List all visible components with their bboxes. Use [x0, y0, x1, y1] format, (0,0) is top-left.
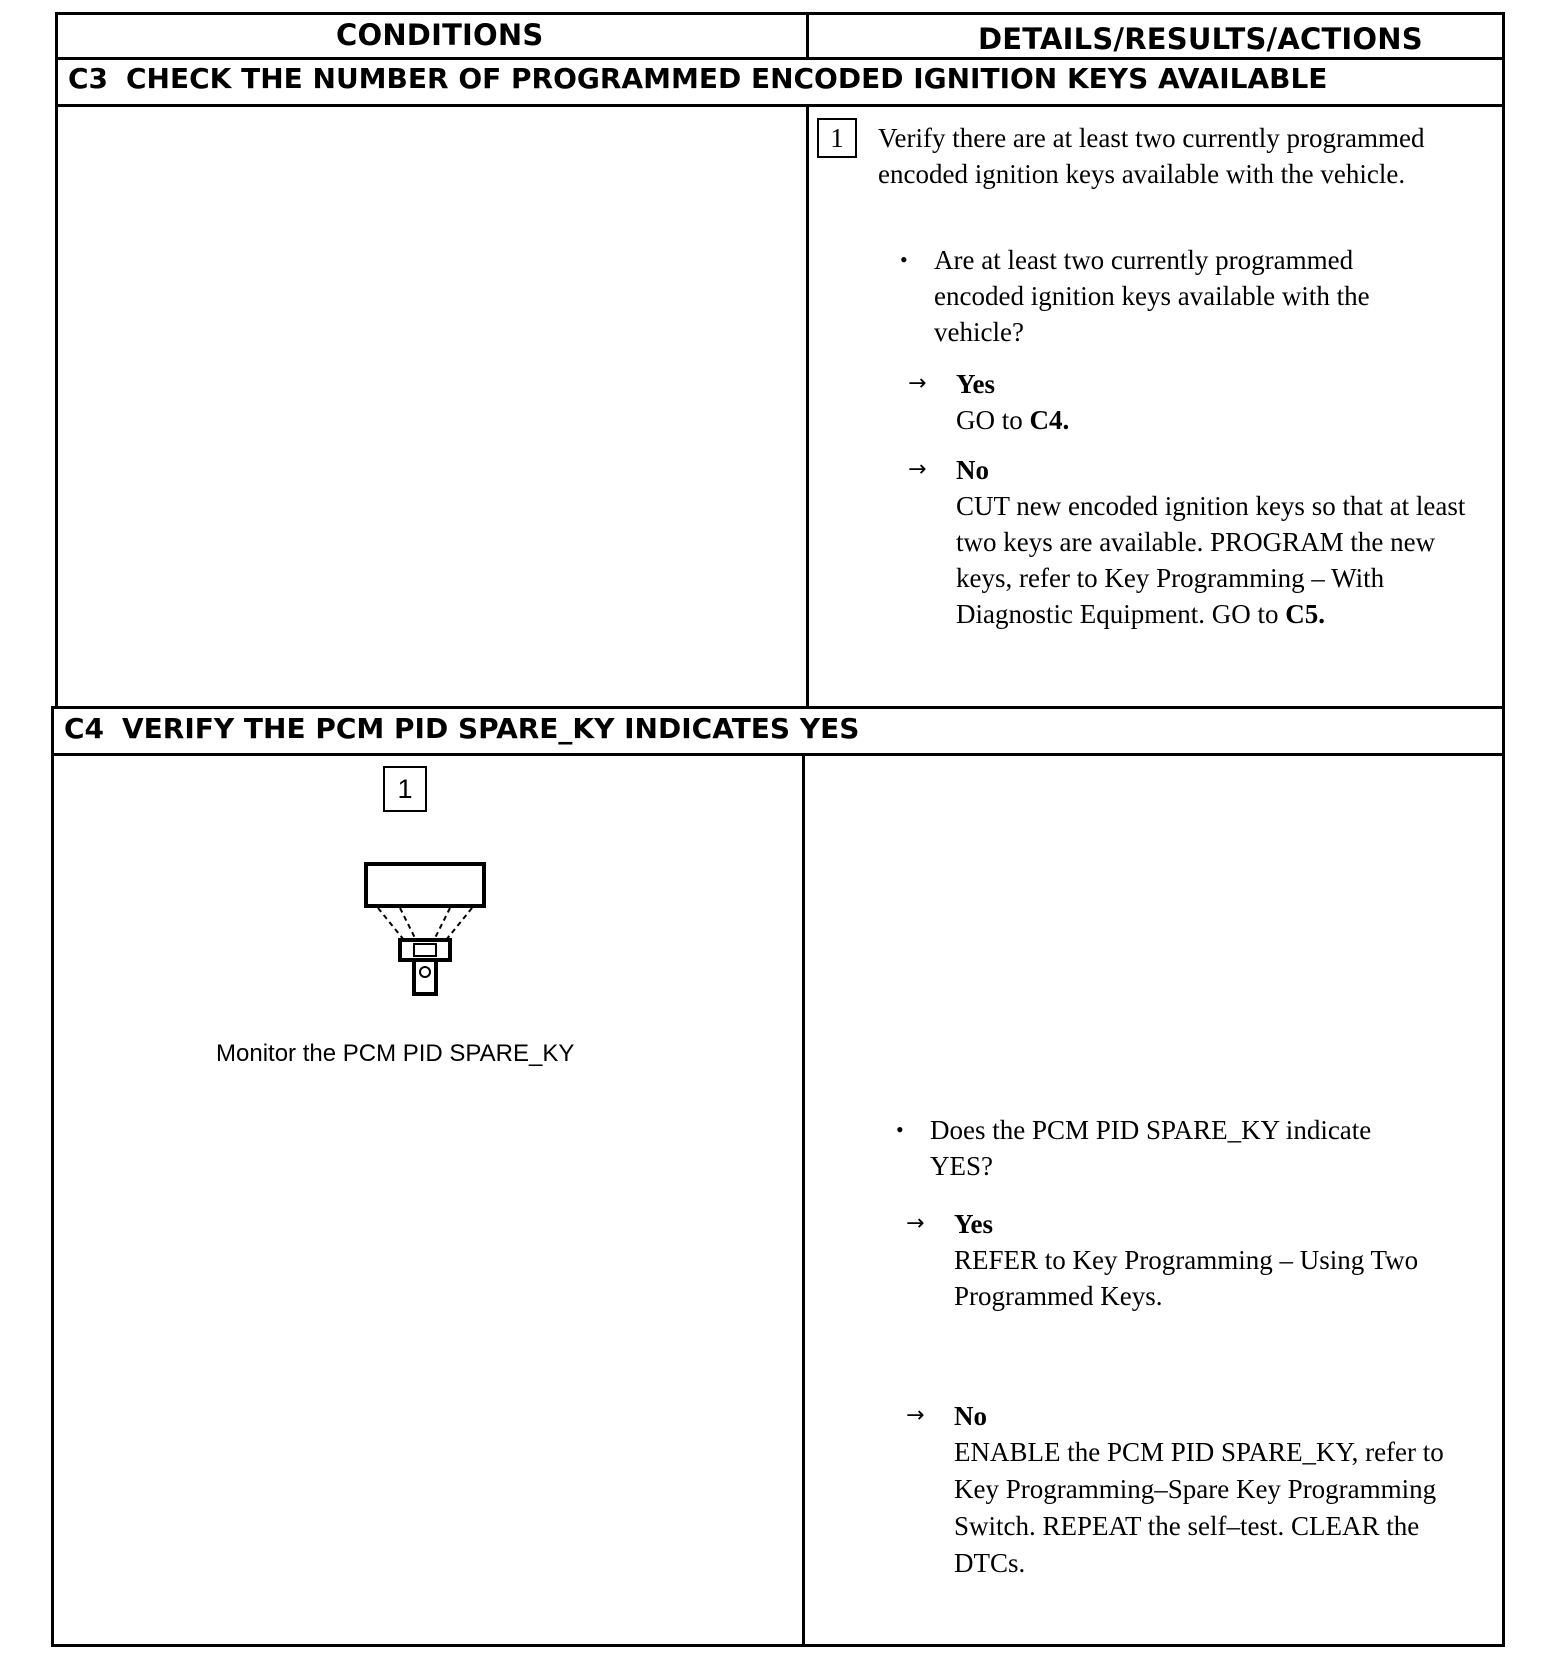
arrow-right-icon: → — [908, 371, 927, 396]
c3-no-target: C5. — [1285, 599, 1325, 629]
c3-yes-text-pre: GO to — [956, 405, 1030, 435]
c4-code: C4 — [64, 712, 105, 745]
table-top-border — [55, 12, 1505, 15]
c3-question-text: Are at least two currently programmed encoded ignition keys available with the vehicle? — [934, 245, 1370, 347]
c4-title-divider — [51, 753, 1505, 756]
arrow-right-icon: → — [906, 1403, 925, 1428]
c4-caption: Monitor the PCM PID SPARE_KY — [216, 1040, 575, 1067]
c3-title-divider — [55, 104, 1505, 107]
c4-section-title — [64, 712, 859, 745]
column-divider-c3 — [806, 104, 809, 707]
c3-yes-label: Yes — [956, 369, 995, 399]
scan-tool-icon — [360, 858, 490, 998]
bullet-icon: • — [896, 1117, 904, 1142]
c3-yes-target: C4. — [1029, 405, 1070, 435]
c3-title-text: CHECK THE NUMBER OF PROGRAMMED ENCODED IGNITION KEYS AVAILABLE — [126, 62, 1328, 95]
c4-yes-label: Yes — [954, 1209, 993, 1239]
c3-no-text — [956, 488, 1491, 632]
table-right-border — [1502, 12, 1505, 1647]
c3-no-text-pre: CUT new encoded ignition keys so that at least two keys are available. PROGRAM the new keys, refer to Key Programming – With Diagnostic Equipment. GO to — [956, 491, 1466, 629]
c3-step-number: 1 — [817, 118, 857, 158]
c4-title-text: VERIFY THE PCM PID SPARE_KY INDICATES YES — [122, 712, 860, 745]
arrow-right-icon: → — [908, 457, 927, 482]
conditions-header: CONDITIONS — [336, 18, 544, 52]
c3-yes-text — [956, 402, 1486, 438]
c4-yes-text: REFER to Key Programming – Using Two Programmed Keys. — [954, 1245, 1419, 1311]
column-divider-c4 — [802, 753, 805, 1646]
c3-section-title — [68, 62, 1327, 95]
c4-question-text: Does the PCM PID SPARE_KY indicate YES? — [930, 1115, 1372, 1181]
arrow-right-icon: → — [906, 1211, 925, 1236]
c3-no-label: No — [956, 455, 989, 485]
bullet-icon: • — [900, 247, 908, 272]
c4-no-label: No — [954, 1401, 987, 1431]
c4-step-number: 1 — [383, 766, 427, 812]
table-left-border-bottom — [51, 706, 54, 1647]
details-header: DETAILS/RESULTS/ACTIONS — [978, 22, 1423, 56]
c4-no-text: ENABLE the PCM PID SPARE_KY, refer to Key Programming–Spare Key Programming Switch. REPEAT the self–test. CLEAR the DTCs. — [954, 1437, 1444, 1578]
c3-code: C3 — [68, 62, 109, 95]
table-left-border-top — [55, 12, 58, 706]
c3-step-text: Verify there are at least two currently programmed encoded ignition keys available with the vehicle. — [878, 123, 1425, 189]
c4-section-divider — [51, 706, 1505, 709]
table-bottom-border — [51, 1644, 1503, 1647]
header-divider — [55, 57, 1505, 60]
column-divider-header — [806, 12, 809, 58]
